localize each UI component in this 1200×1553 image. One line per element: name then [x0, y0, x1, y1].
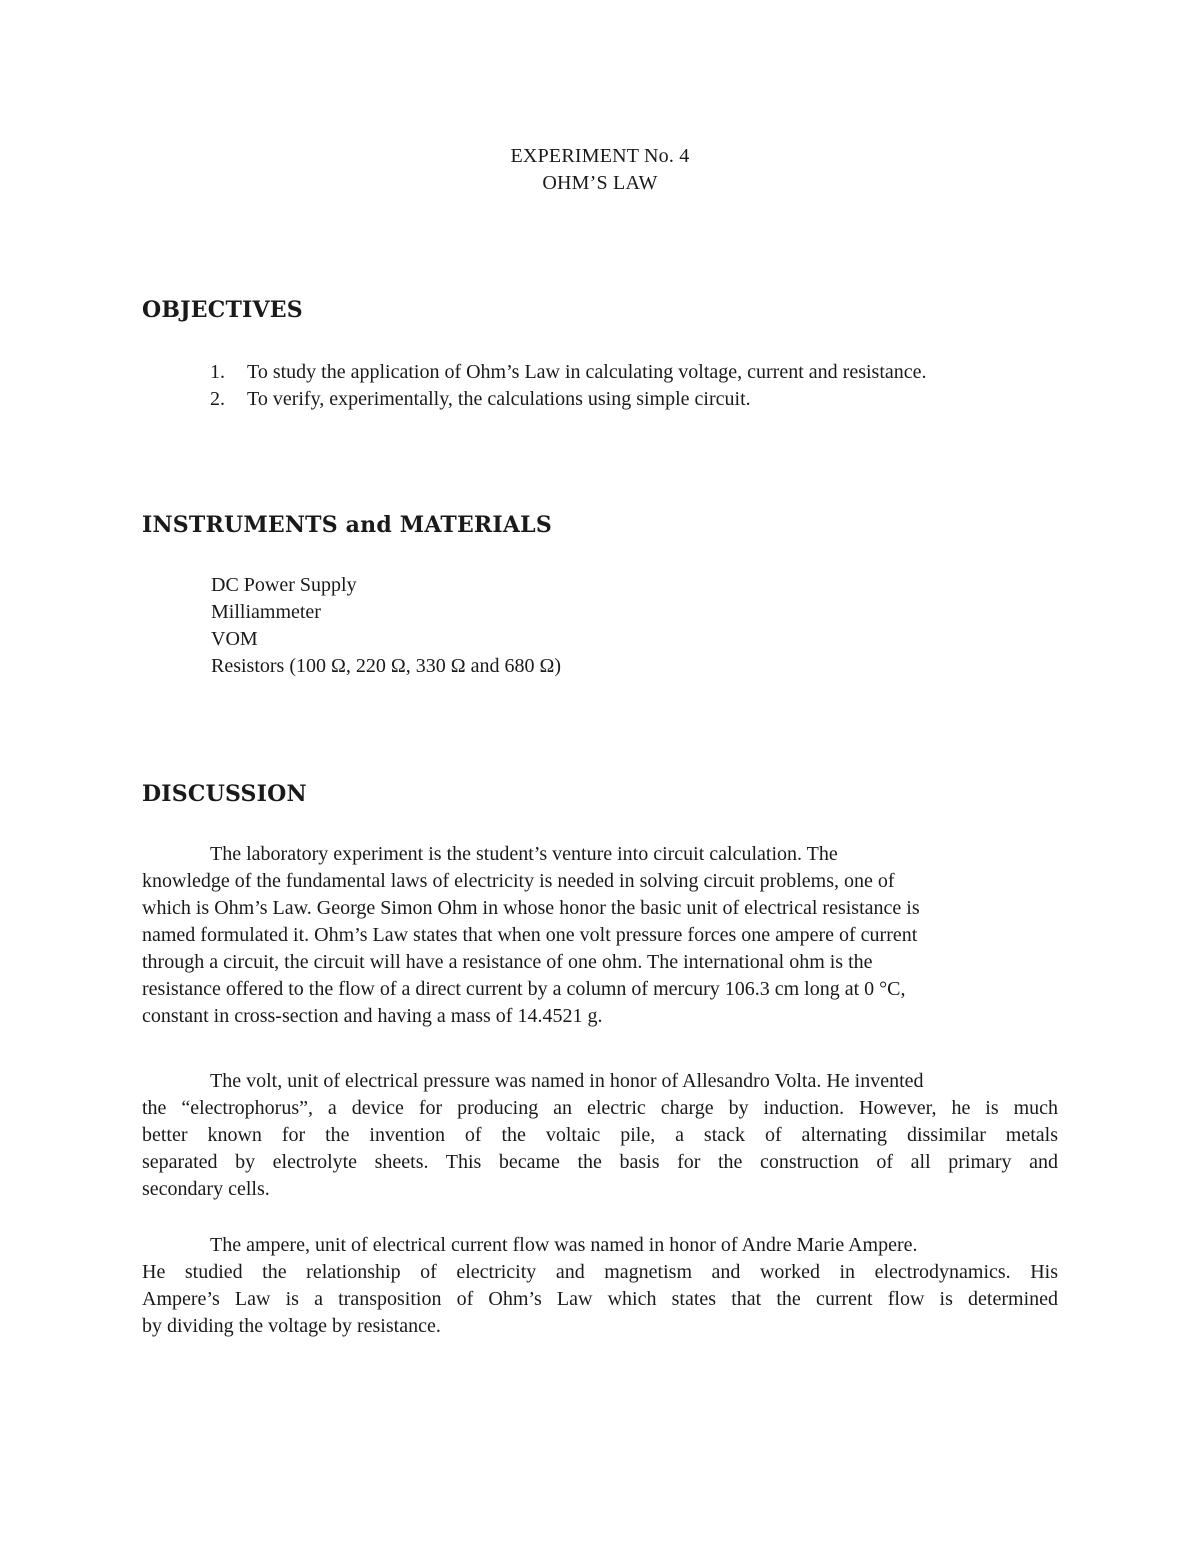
objectives-list — [210, 359, 927, 413]
paragraph-line: named formulated it. Ohm’s Law states that when one volt pressure forces one ampere of current — [142, 924, 918, 946]
paragraph-line: knowledge of the fundamental laws of electricity is needed in solving circuit problems, one of — [142, 870, 895, 892]
paragraph-line: better known for the invention of the voltaic pile, a stack of alternating dissimilar metals — [142, 1124, 1058, 1146]
materials-list — [211, 572, 561, 680]
paragraph-line: the “electrophorus”, a device for producing an electric charge by induction. However, he is much — [142, 1097, 1058, 1119]
material-item: VOM — [211, 628, 258, 650]
page-title: OHM’S LAW — [542, 172, 658, 194]
objective-number: 2. — [210, 388, 225, 410]
paragraph-line: The ampere, unit of electrical current flow was named in honor of Andre Marie Ampere. — [210, 1234, 918, 1256]
objectives-heading: OBJECTIVES — [142, 297, 303, 323]
paragraph-line: Ampere’s Law is a transposition of Ohm’s Law which states that the current flow is determined — [142, 1288, 1058, 1310]
paragraph-line: by dividing the voltage by resistance. — [142, 1315, 441, 1337]
objective-item — [210, 359, 927, 386]
discussion-paragraph-2 — [142, 1068, 1058, 1203]
paragraph-line: The volt, unit of electrical pressure was named in honor of Allesandro Volta. He invented — [210, 1070, 924, 1092]
paragraph-line: constant in cross-section and having a mass of 14.4521 g. — [142, 1005, 603, 1027]
discussion-heading: DISCUSSION — [142, 781, 307, 807]
objective-text: To verify, experimentally, the calculations using simple circuit. — [247, 388, 751, 410]
material-item: Resistors (100 Ω, 220 Ω, 330 Ω and 680 Ω) — [211, 655, 561, 677]
discussion-paragraph-1 — [142, 841, 1058, 1030]
paragraph-line: separated by electrolyte sheets. This became the basis for the construction of all primary and — [142, 1151, 1058, 1173]
paragraph-line: resistance offered to the flow of a direct current by a column of mercury 106.3 cm long at 0 °C, — [142, 978, 906, 1000]
objective-item — [210, 386, 927, 413]
material-item: DC Power Supply — [211, 574, 357, 596]
paragraph-line: He studied the relationship of electricity and magnetism and worked in electrodynamics. His — [142, 1261, 1058, 1283]
instruments-heading: INSTRUMENTS and MATERIALS — [142, 512, 552, 538]
paragraph-line: The laboratory experiment is the student’s venture into circuit calculation. The — [210, 843, 838, 865]
paragraph-line: through a circuit, the circuit will have a resistance of one ohm. The international ohm is the — [142, 951, 873, 973]
objective-text: To study the application of Ohm’s Law in calculating voltage, current and resistance. — [247, 361, 927, 383]
discussion-paragraph-3 — [142, 1232, 1058, 1340]
objective-number: 1. — [210, 361, 225, 383]
title-block — [0, 143, 1200, 197]
paragraph-line: secondary cells. — [142, 1178, 270, 1200]
paragraph-line: which is Ohm’s Law. George Simon Ohm in whose honor the basic unit of electrical resistance is — [142, 897, 920, 919]
material-item: Milliammeter — [211, 601, 321, 623]
experiment-label: EXPERIMENT No. 4 — [510, 145, 690, 167]
